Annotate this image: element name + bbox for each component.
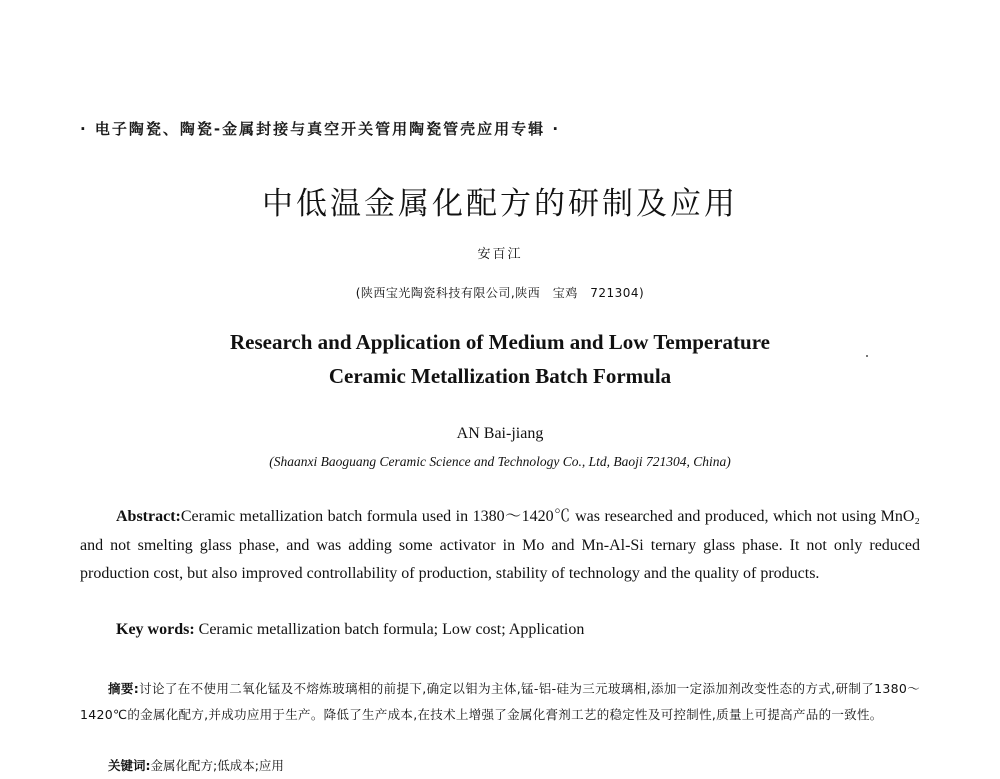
affiliation-en: (Shaanxi Baoguang Ceramic Science and Technology Co., Ltd, Baoji 721304, China) (269, 454, 731, 469)
page-title-en (0, 325, 1000, 393)
abstract-en-text: Ceramic metallization batch formula used in 1380～1420℃ was researched and produced, which not using MnO₂ and not smelting glass phase, and was adding some activator in Mo and Mn-Al-Si ternary glass phase. It not only reduced production cost, but also improved controllability of production, stability of technology and the quality of products. (80, 508, 920, 582)
page-title-cn: 中低温金属化配方的研制及应用 (262, 186, 738, 222)
author-cn: 安百江 (477, 247, 523, 262)
keywords-en-label: Key words: (116, 621, 195, 638)
abstract-en (80, 503, 920, 589)
affiliation-cn: (陕西宝光陶瓷科技有限公司,陕西 宝鸡 721304) (355, 286, 645, 300)
abstract-cn-label: 摘要: (108, 681, 140, 696)
author-en: AN Bai-jiang (456, 425, 544, 442)
keywords-cn (108, 753, 920, 779)
keywords-en-text: Ceramic metallization batch formula; Low cost; Application (194, 621, 585, 638)
title-en-line2: Ceramic Metallization Batch Formula (328, 364, 672, 388)
keywords-cn-text: 金属化配方;低成本;应用 (150, 758, 284, 773)
keywords-cn-label: 关键词: (108, 758, 151, 773)
series-header: · 电子陶瓷、陶瓷-金属封接与真空开关管用陶瓷管壳应用专辑 · (80, 120, 561, 138)
keywords-en (116, 616, 920, 644)
abstract-en-label: Abstract: (116, 508, 181, 525)
abstract-cn-text: 讨论了在不使用二氧化锰及不熔炼玻璃相的前提下,确定以钼为主体,锰-铝-硅为三元玻璃相,添加一定添加剂改变性态的方式,研制了1380～1420℃的金属化配方,并成功应用于生产。降低了生产成本,在技术上增强了金属化膏剂工艺的稳定性及可控制性,质量上可提高产品的一致性。 (80, 681, 920, 722)
title-en-line1: Research and Application of Medium and Low Temperature (229, 330, 770, 354)
scan-speck (866, 355, 868, 357)
abstract-cn (80, 676, 920, 728)
